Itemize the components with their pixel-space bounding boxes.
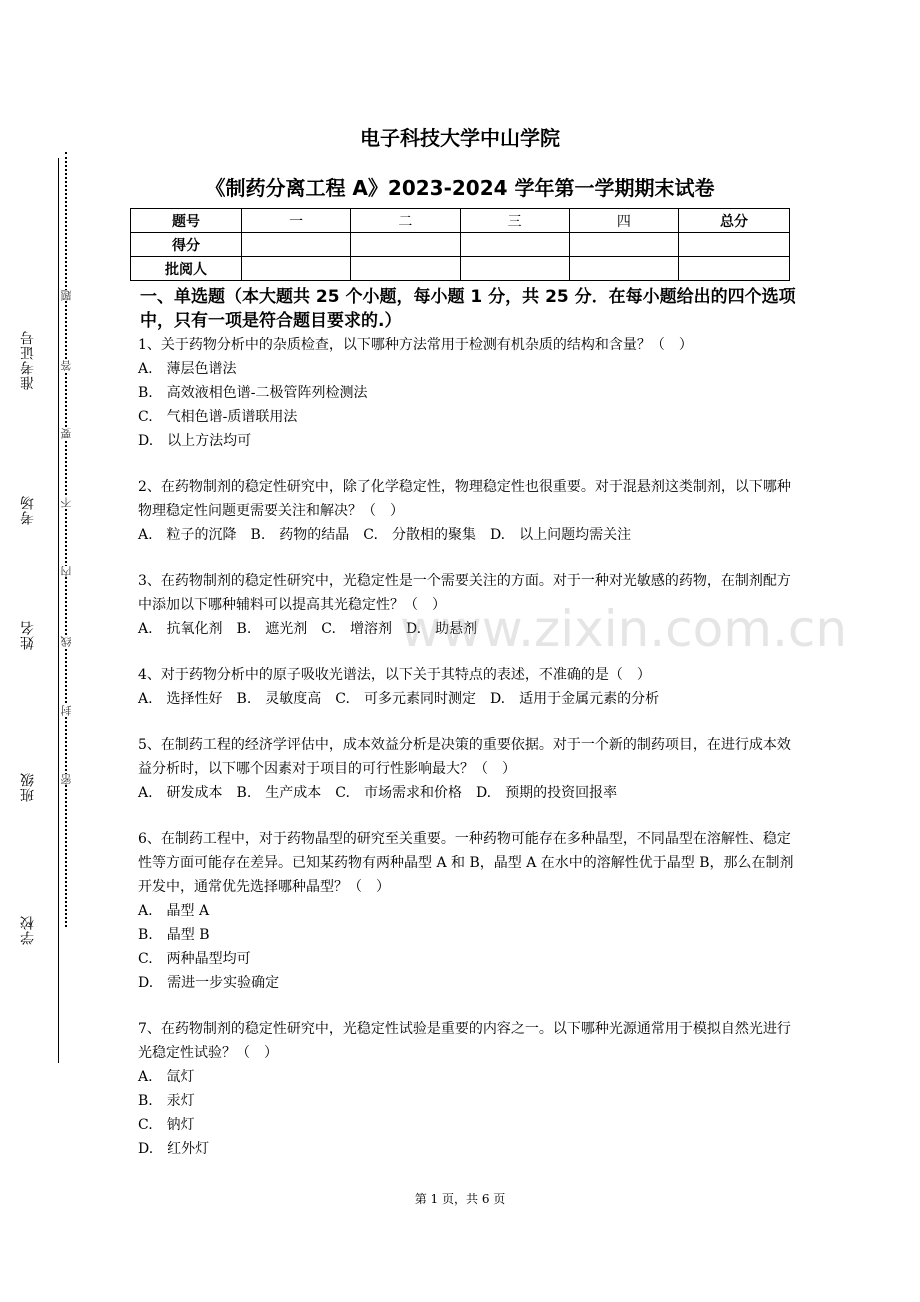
question <box>138 827 798 995</box>
option: C. 气相色谱-质谱联用法 <box>138 409 298 425</box>
score-header-cell: 二 <box>351 209 460 233</box>
question <box>138 333 798 453</box>
option: A. 粒子的沉降 B. 药物的结晶 C. 分散相的聚集 D. 以上问题均需关注 <box>138 527 632 543</box>
exam-title: 《制药分离工程 A》2023-2024 学年第一学期期末试卷 <box>205 176 715 200</box>
question <box>138 663 798 711</box>
option: B. 晶型 B <box>138 927 210 943</box>
field-name: 姓名 <box>20 620 36 650</box>
score-cell[interactable] <box>351 257 460 281</box>
question-stem: 3、在药物制剂的稳定性研究中，光稳定性是一个需要关注的方面。对于一种对光敏感的药物，在制剂配方中添加以下哪种辅料可以提高其光稳定性？（ ） <box>138 573 791 613</box>
score-header-cell: 四 <box>569 209 678 233</box>
question-stem: 5、在制药工程的经济学评估中，成本效益分析是决策的重要依据。对于一个新的制药项目，在进行成本效益分析时，以下哪个因素对于项目的可行性影响最大？（ ） <box>138 737 791 777</box>
option: D. 需进一步实验确定 <box>138 975 280 991</box>
watermark: www.zixin.com.cn <box>400 600 848 658</box>
page-footer: 第 1 页，共 6 页 <box>414 1192 506 1206</box>
question <box>138 475 798 547</box>
field-exam-id: 准考证号 <box>20 330 36 390</box>
field-class: 班级 <box>20 772 36 802</box>
option: A. 选择性好 B. 灵敏度高 C. 可多元素同时测定 D. 适用于金属元素的分析 <box>138 691 660 707</box>
option: D. 红外灯 <box>138 1141 210 1157</box>
score-header-cell: 一 <box>242 209 351 233</box>
question-stem: 2、在药物制剂的稳定性研究中，除了化学稳定性，物理稳定性也很重要。对于混悬剂这类制剂，以下哪种物理稳定性问题更需要关注和解决？（ ） <box>138 479 791 519</box>
question <box>138 1017 798 1161</box>
question-stem: 6、在制药工程中，对于药物晶型的研究至关重要。一种药物可能存在多种晶型，不同晶型在溶解性、稳定性等方面可能存在差异。已知某药物有两种晶型 A 和 B，晶型 A 在水中的溶解性优于晶型 B，那么在制剂开发中，通常优先选择哪种晶型？（ ） <box>138 831 794 895</box>
field-exam-room: 考场 <box>20 495 36 525</box>
seal-char: 线 <box>60 636 73 647</box>
score-cell[interactable] <box>679 257 790 281</box>
question <box>138 733 798 805</box>
score-cell[interactable] <box>242 233 351 257</box>
score-cell[interactable] <box>460 257 569 281</box>
option: B. 高效液相色谱-二极管阵列检测法 <box>138 385 368 401</box>
score-cell[interactable] <box>569 257 678 281</box>
score-cell[interactable] <box>351 233 460 257</box>
option: A. 氙灯 <box>138 1069 195 1085</box>
score-table-row <box>131 233 790 257</box>
option: D. 以上方法均可 <box>138 433 252 449</box>
seal-char: 答 <box>60 360 73 371</box>
score-header-cell: 总分 <box>679 209 790 233</box>
exam-content <box>138 285 798 1161</box>
option: A. 抗氧化剂 B. 遮光剂 C. 增溶剂 D. 助悬剂 <box>138 621 478 637</box>
score-cell[interactable] <box>679 233 790 257</box>
question-stem: 1、关于药物分析中的杂质检查，以下哪种方法常用于检测有机杂质的结构和含量？（ ） <box>138 337 693 353</box>
option: A. 薄层色谱法 <box>138 361 237 377</box>
score-table-row <box>131 257 790 281</box>
school-title: 电子科技大学中山学院 <box>360 126 560 150</box>
option: A. 晶型 A <box>138 903 210 919</box>
seal-dotted-line <box>65 152 67 927</box>
score-header-cell: 题号 <box>131 209 242 233</box>
score-table <box>130 208 790 281</box>
score-cell[interactable] <box>569 233 678 257</box>
seal-char: 密 <box>60 774 73 785</box>
score-table-header-row <box>131 209 790 233</box>
binding-strip <box>24 120 84 960</box>
option: A. 研发成本 B. 生产成本 C. 市场需求和价格 D. 预期的投资回报率 <box>138 785 618 801</box>
score-cell[interactable] <box>460 233 569 257</box>
seal-char: 题 <box>60 290 73 301</box>
score-cell[interactable] <box>242 257 351 281</box>
option: C. 两种晶型均可 <box>138 951 251 967</box>
seal-char: 要 <box>60 428 73 439</box>
seal-char: 不 <box>60 497 73 508</box>
section-title: 一、单选题（本大题共 25 个小题，每小题 1 分，共 25 分．在每小题给出的四个选项中，只有一项是符合题目要求的.） <box>140 287 796 331</box>
question-stem: 4、对于药物分析中的原子吸收光谱法，以下关于其特点的表述，不准确的是（ ） <box>138 667 651 683</box>
score-header-cell: 三 <box>460 209 569 233</box>
seal-char: 内 <box>60 566 73 577</box>
seal-char: 封 <box>60 705 73 716</box>
score-row-label: 得分 <box>131 233 242 257</box>
field-school: 学校 <box>20 915 36 945</box>
option: C. 钠灯 <box>138 1117 195 1133</box>
score-row-label: 批阅人 <box>131 257 242 281</box>
option: B. 汞灯 <box>138 1093 195 1109</box>
question-stem: 7、在药物制剂的稳定性研究中，光稳定性试验是重要的内容之一。以下哪种光源通常用于模拟自然光进行光稳定性试验？（ ） <box>138 1021 791 1061</box>
